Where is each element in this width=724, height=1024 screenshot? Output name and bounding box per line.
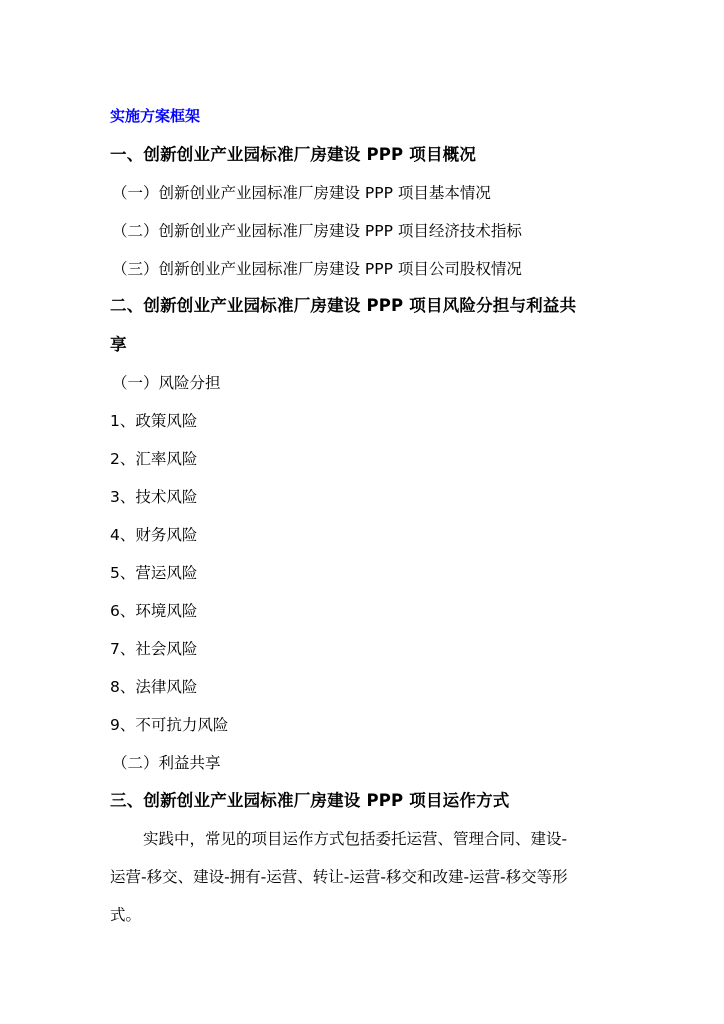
risk-item-legal: 8、法律风险 bbox=[110, 678, 198, 696]
section-1-item-1: （一）创新创业产业园标准厂房建设 PPP 项目基本情况 bbox=[112, 184, 491, 202]
risk-item-social: 7、社会风险 bbox=[110, 640, 198, 658]
section-3-paragraph-line-3: 式。 bbox=[110, 906, 142, 924]
section-2-heading-line-1: 二、创新创业产业园标准厂房建设 PPP 项目风险分担与利益共 bbox=[110, 296, 577, 315]
section-1-heading: 一、创新创业产业园标准厂房建设 PPP 项目概况 bbox=[110, 145, 477, 164]
section-3-paragraph-line-2: 运营-移交、建设-拥有-运营、转让-运营-移交和改建-运营-移交等形 bbox=[110, 868, 568, 886]
risk-item-operation: 5、营运风险 bbox=[110, 564, 198, 582]
section-3-heading: 三、创新创业产业园标准厂房建设 PPP 项目运作方式 bbox=[110, 791, 510, 810]
risk-item-technology: 3、技术风险 bbox=[110, 488, 198, 506]
section-2-heading-line-2: 享 bbox=[110, 335, 127, 354]
risk-item-force-majeure: 9、不可抗力风险 bbox=[110, 716, 229, 734]
document-title: 实施方案框架 bbox=[110, 107, 201, 125]
risk-item-environment: 6、环境风险 bbox=[110, 602, 198, 620]
section-2-subheading-benefit: （二）利益共享 bbox=[112, 754, 221, 772]
risk-item-finance: 4、财务风险 bbox=[110, 526, 198, 544]
section-2-subheading-risk: （一）风险分担 bbox=[112, 374, 221, 392]
risk-item-policy: 1、政策风险 bbox=[110, 412, 198, 430]
section-1-item-3: （三）创新创业产业园标准厂房建设 PPP 项目公司股权情况 bbox=[112, 260, 522, 278]
section-1-item-2: （二）创新创业产业园标准厂房建设 PPP 项目经济技术指标 bbox=[112, 222, 522, 240]
risk-item-exchange-rate: 2、汇率风险 bbox=[110, 450, 198, 468]
section-3-paragraph-line-1: 实践中，常见的项目运作方式包括委托运营、管理合同、建设- bbox=[143, 830, 568, 848]
